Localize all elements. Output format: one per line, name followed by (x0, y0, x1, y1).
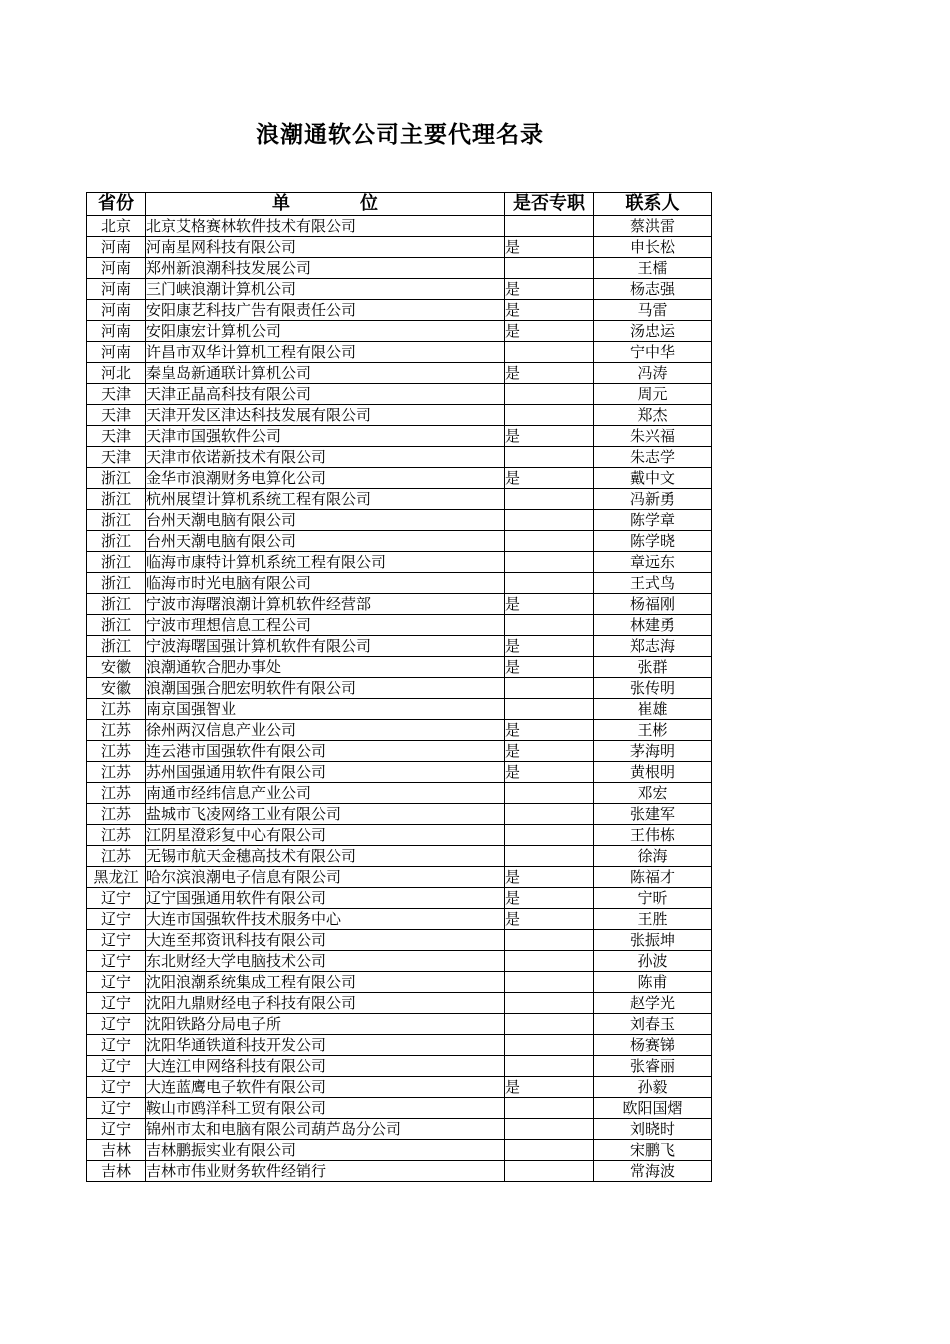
cell-unit: 浪潮通软合肥办事处 (146, 657, 505, 678)
cell-province: 江苏 (87, 741, 146, 762)
cell-province: 河北 (87, 363, 146, 384)
header-unit-a: 单 (272, 193, 290, 214)
cell-province: 辽宁 (87, 1014, 146, 1035)
cell-unit: 安阳康艺科技广告有限责任公司 (146, 300, 505, 321)
table-row (87, 1035, 712, 1056)
cell-dedicated: 是 (505, 300, 594, 321)
cell-dedicated (505, 1161, 594, 1182)
cell-unit: 沈阳九鼎财经电子科技有限公司 (146, 993, 505, 1014)
cell-unit: 三门峡浪潮计算机公司 (146, 279, 505, 300)
cell-contact: 宋鹏飞 (594, 1140, 712, 1161)
table-row (87, 657, 712, 678)
cell-province: 辽宁 (87, 888, 146, 909)
cell-contact: 宁昕 (594, 888, 712, 909)
cell-province: 浙江 (87, 531, 146, 552)
cell-dedicated (505, 1119, 594, 1140)
cell-unit: 台州天潮电脑有限公司 (146, 531, 505, 552)
table-row (87, 741, 712, 762)
cell-province: 辽宁 (87, 909, 146, 930)
cell-contact: 邓宏 (594, 783, 712, 804)
cell-dedicated (505, 573, 594, 594)
cell-contact: 陈学章 (594, 510, 712, 531)
cell-contact: 王式鸟 (594, 573, 712, 594)
cell-province: 天津 (87, 384, 146, 405)
cell-dedicated: 是 (505, 762, 594, 783)
cell-province: 天津 (87, 447, 146, 468)
cell-unit: 无锡市航天金穗高技术有限公司 (146, 846, 505, 867)
cell-dedicated (505, 1140, 594, 1161)
table-row (87, 321, 712, 342)
cell-province: 江苏 (87, 762, 146, 783)
cell-unit: 盐城市飞凌网络工业有限公司 (146, 804, 505, 825)
cell-province: 浙江 (87, 573, 146, 594)
cell-contact: 张睿丽 (594, 1056, 712, 1077)
cell-dedicated (505, 678, 594, 699)
cell-contact: 欧阳国熠 (594, 1098, 712, 1119)
cell-contact: 章远东 (594, 552, 712, 573)
table-row (87, 1014, 712, 1035)
cell-unit: 安阳康宏计算机公司 (146, 321, 505, 342)
table-row (87, 447, 712, 468)
cell-contact: 郑杰 (594, 405, 712, 426)
cell-province: 吉林 (87, 1140, 146, 1161)
cell-contact: 朱志学 (594, 447, 712, 468)
cell-dedicated (505, 951, 594, 972)
table-row (87, 258, 712, 279)
table-row (87, 930, 712, 951)
header-province: 省份 (87, 193, 146, 216)
cell-province: 浙江 (87, 510, 146, 531)
table-row (87, 279, 712, 300)
cell-unit: 宁波海曙国强计算机软件有限公司 (146, 636, 505, 657)
table-row (87, 804, 712, 825)
header-unit-b: 位 (360, 193, 378, 214)
cell-province: 辽宁 (87, 1119, 146, 1140)
table-row (87, 426, 712, 447)
cell-unit: 大连市国强软件技术服务中心 (146, 909, 505, 930)
cell-province: 江苏 (87, 825, 146, 846)
table-row (87, 636, 712, 657)
cell-dedicated (505, 552, 594, 573)
table-row (87, 888, 712, 909)
page-title: 浪潮通软公司主要代理名录 (256, 121, 544, 148)
cell-unit: 杭州展望计算机系统工程有限公司 (146, 489, 505, 510)
cell-dedicated: 是 (505, 426, 594, 447)
cell-dedicated (505, 699, 594, 720)
cell-dedicated: 是 (505, 867, 594, 888)
cell-province: 河南 (87, 342, 146, 363)
cell-dedicated (505, 1035, 594, 1056)
cell-unit: 南京国强智业 (146, 699, 505, 720)
table-row (87, 762, 712, 783)
cell-unit: 大连蓝鹰电子软件有限公司 (146, 1077, 505, 1098)
cell-contact: 孙波 (594, 951, 712, 972)
table-header-row (87, 193, 712, 216)
cell-dedicated: 是 (505, 594, 594, 615)
cell-dedicated (505, 804, 594, 825)
table-row (87, 1161, 712, 1182)
cell-dedicated: 是 (505, 741, 594, 762)
cell-province: 浙江 (87, 615, 146, 636)
cell-unit: 吉林鹏振实业有限公司 (146, 1140, 505, 1161)
cell-dedicated (505, 1056, 594, 1077)
cell-unit: 宁波市海曙浪潮计算机软件经营部 (146, 594, 505, 615)
table-row (87, 468, 712, 489)
cell-province: 河南 (87, 258, 146, 279)
cell-province: 辽宁 (87, 951, 146, 972)
table-row (87, 783, 712, 804)
cell-contact: 王彬 (594, 720, 712, 741)
cell-dedicated (505, 258, 594, 279)
cell-contact: 徐海 (594, 846, 712, 867)
cell-contact: 崔雄 (594, 699, 712, 720)
cell-province: 天津 (87, 426, 146, 447)
table-row (87, 1098, 712, 1119)
cell-province: 北京 (87, 216, 146, 237)
cell-contact: 蔡洪雷 (594, 216, 712, 237)
cell-contact: 戴中文 (594, 468, 712, 489)
table-row (87, 1056, 712, 1077)
cell-province: 辽宁 (87, 1077, 146, 1098)
table-row (87, 678, 712, 699)
cell-province: 河南 (87, 300, 146, 321)
cell-unit: 金华市浪潮财务电算化公司 (146, 468, 505, 489)
cell-contact: 王伟栋 (594, 825, 712, 846)
cell-unit: 沈阳铁路分局电子所 (146, 1014, 505, 1035)
cell-unit: 东北财经大学电脑技术公司 (146, 951, 505, 972)
cell-unit: 宁波市理想信息工程公司 (146, 615, 505, 636)
table-row (87, 594, 712, 615)
cell-contact: 常海波 (594, 1161, 712, 1182)
cell-province: 浙江 (87, 636, 146, 657)
cell-contact: 张群 (594, 657, 712, 678)
cell-contact: 周元 (594, 384, 712, 405)
cell-contact: 申长松 (594, 237, 712, 258)
cell-province: 辽宁 (87, 1098, 146, 1119)
table-row (87, 1140, 712, 1161)
cell-province: 安徽 (87, 678, 146, 699)
table-row (87, 216, 712, 237)
table-row (87, 909, 712, 930)
cell-province: 浙江 (87, 489, 146, 510)
cell-dedicated: 是 (505, 720, 594, 741)
cell-unit: 天津市国强软件公司 (146, 426, 505, 447)
cell-dedicated (505, 846, 594, 867)
cell-contact: 冯涛 (594, 363, 712, 384)
cell-dedicated: 是 (505, 468, 594, 489)
cell-dedicated: 是 (505, 1077, 594, 1098)
cell-contact: 张传明 (594, 678, 712, 699)
cell-dedicated (505, 216, 594, 237)
cell-contact: 孙毅 (594, 1077, 712, 1098)
cell-province: 江苏 (87, 783, 146, 804)
cell-dedicated (505, 615, 594, 636)
cell-unit: 秦皇岛新通联计算机公司 (146, 363, 505, 384)
cell-unit: 徐州两汉信息产业公司 (146, 720, 505, 741)
cell-contact: 杨志强 (594, 279, 712, 300)
cell-province: 浙江 (87, 468, 146, 489)
table-row (87, 846, 712, 867)
cell-province: 吉林 (87, 1161, 146, 1182)
cell-unit: 天津开发区津达科技发展有限公司 (146, 405, 505, 426)
cell-dedicated (505, 489, 594, 510)
cell-dedicated (505, 384, 594, 405)
cell-unit: 南通市经纬信息产业公司 (146, 783, 505, 804)
cell-contact: 马雷 (594, 300, 712, 321)
cell-dedicated: 是 (505, 909, 594, 930)
cell-dedicated (505, 531, 594, 552)
table-row (87, 573, 712, 594)
cell-unit: 连云港市国强软件有限公司 (146, 741, 505, 762)
cell-province: 河南 (87, 237, 146, 258)
cell-contact: 赵学光 (594, 993, 712, 1014)
cell-contact: 王檑 (594, 258, 712, 279)
cell-unit: 许昌市双华计算机工程有限公司 (146, 342, 505, 363)
cell-dedicated (505, 447, 594, 468)
cell-unit: 鞍山市鸥洋科工贸有限公司 (146, 1098, 505, 1119)
cell-province: 江苏 (87, 846, 146, 867)
table-row (87, 993, 712, 1014)
cell-dedicated (505, 930, 594, 951)
table-row (87, 699, 712, 720)
table-row (87, 405, 712, 426)
table-row (87, 489, 712, 510)
cell-province: 河南 (87, 321, 146, 342)
cell-dedicated: 是 (505, 888, 594, 909)
table-row (87, 342, 712, 363)
cell-contact: 茅海明 (594, 741, 712, 762)
cell-contact: 杨赛锑 (594, 1035, 712, 1056)
cell-unit: 临海市时光电脑有限公司 (146, 573, 505, 594)
cell-province: 辽宁 (87, 930, 146, 951)
cell-contact: 宁中华 (594, 342, 712, 363)
cell-contact: 刘晓时 (594, 1119, 712, 1140)
cell-dedicated (505, 972, 594, 993)
table-row (87, 510, 712, 531)
cell-dedicated: 是 (505, 657, 594, 678)
cell-province: 辽宁 (87, 972, 146, 993)
cell-province: 河南 (87, 279, 146, 300)
cell-dedicated (505, 993, 594, 1014)
table-row (87, 384, 712, 405)
cell-unit: 临海市康特计算机系统工程有限公司 (146, 552, 505, 573)
cell-contact: 汤忠运 (594, 321, 712, 342)
table-row (87, 867, 712, 888)
cell-unit: 辽宁国强通用软件有限公司 (146, 888, 505, 909)
table-row (87, 615, 712, 636)
cell-province: 天津 (87, 405, 146, 426)
cell-unit: 北京艾格赛林软件技术有限公司 (146, 216, 505, 237)
cell-unit: 浪潮国强合肥宏明软件有限公司 (146, 678, 505, 699)
table-body (87, 216, 712, 1182)
cell-dedicated (505, 1014, 594, 1035)
cell-dedicated: 是 (505, 237, 594, 258)
cell-province: 江苏 (87, 720, 146, 741)
cell-contact: 冯新勇 (594, 489, 712, 510)
cell-dedicated (505, 825, 594, 846)
cell-contact: 陈甫 (594, 972, 712, 993)
cell-contact: 陈学晓 (594, 531, 712, 552)
cell-dedicated: 是 (505, 363, 594, 384)
cell-unit: 锦州市太和电脑有限公司葫芦岛分公司 (146, 1119, 505, 1140)
header-contact: 联系人 (594, 193, 712, 216)
header-unit (146, 193, 505, 216)
cell-province: 辽宁 (87, 993, 146, 1014)
cell-unit: 天津正晶高科技有限公司 (146, 384, 505, 405)
cell-unit: 河南星网科技有限公司 (146, 237, 505, 258)
cell-dedicated (505, 405, 594, 426)
cell-dedicated: 是 (505, 321, 594, 342)
cell-unit: 大连至邦资讯科技有限公司 (146, 930, 505, 951)
cell-unit: 苏州国强通用软件有限公司 (146, 762, 505, 783)
table-row (87, 237, 712, 258)
cell-contact: 朱兴福 (594, 426, 712, 447)
cell-contact: 张振坤 (594, 930, 712, 951)
cell-province: 黑龙江 (87, 867, 146, 888)
table-row (87, 720, 712, 741)
cell-unit: 郑州新浪潮科技发展公司 (146, 258, 505, 279)
cell-dedicated: 是 (505, 279, 594, 300)
cell-unit: 哈尔滨浪潮电子信息有限公司 (146, 867, 505, 888)
cell-unit: 台州天潮电脑有限公司 (146, 510, 505, 531)
cell-unit: 沈阳华通铁道科技开发公司 (146, 1035, 505, 1056)
table-row (87, 972, 712, 993)
table-row (87, 1077, 712, 1098)
cell-contact: 郑志海 (594, 636, 712, 657)
table-row (87, 552, 712, 573)
cell-dedicated: 是 (505, 636, 594, 657)
cell-province: 江苏 (87, 804, 146, 825)
cell-unit: 大连江申网络科技有限公司 (146, 1056, 505, 1077)
cell-unit: 天津市依诺新技术有限公司 (146, 447, 505, 468)
cell-dedicated (505, 342, 594, 363)
cell-province: 浙江 (87, 594, 146, 615)
table-row (87, 825, 712, 846)
cell-dedicated (505, 510, 594, 531)
agent-roster-table (86, 192, 712, 1182)
cell-province: 辽宁 (87, 1056, 146, 1077)
cell-province: 浙江 (87, 552, 146, 573)
cell-contact: 林建勇 (594, 615, 712, 636)
cell-contact: 张建军 (594, 804, 712, 825)
table-row (87, 300, 712, 321)
cell-province: 安徽 (87, 657, 146, 678)
cell-contact: 刘春玉 (594, 1014, 712, 1035)
cell-unit: 沈阳浪潮系统集成工程有限公司 (146, 972, 505, 993)
cell-unit: 吉林市伟业财务软件经销行 (146, 1161, 505, 1182)
table-row (87, 531, 712, 552)
cell-contact: 黄根明 (594, 762, 712, 783)
cell-dedicated (505, 783, 594, 804)
table-row (87, 1119, 712, 1140)
cell-dedicated (505, 1098, 594, 1119)
cell-contact: 陈福才 (594, 867, 712, 888)
header-dedicated: 是否专职 (505, 193, 594, 216)
cell-unit: 江阴星澄彩复中心有限公司 (146, 825, 505, 846)
table-row (87, 951, 712, 972)
cell-province: 江苏 (87, 699, 146, 720)
cell-contact: 杨福刚 (594, 594, 712, 615)
cell-province: 辽宁 (87, 1035, 146, 1056)
table-row (87, 363, 712, 384)
cell-contact: 王胜 (594, 909, 712, 930)
